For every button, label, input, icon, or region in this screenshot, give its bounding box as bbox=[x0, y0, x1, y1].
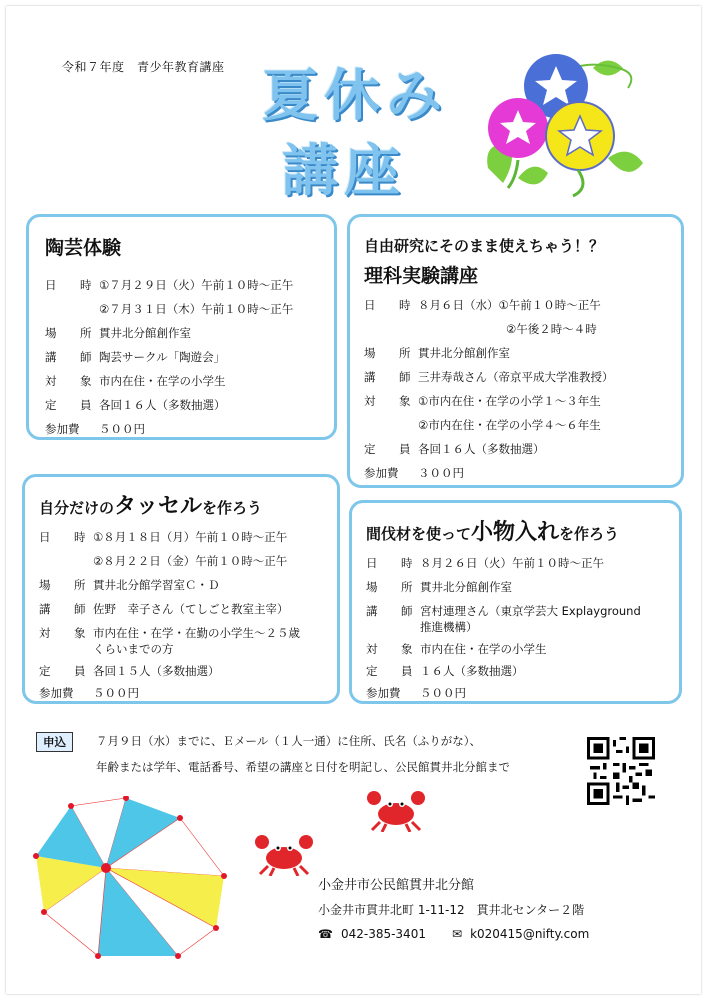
course-row: 対 象 市内在住・在学の小学生 bbox=[45, 374, 226, 388]
course-row: 参加費 ５００円 bbox=[45, 422, 145, 436]
course-row: 対 象 市内在住・在学・在勤の小学生～２５歳 bbox=[39, 626, 300, 640]
course-row: 対 象 市内在住・在学の小学生 bbox=[366, 642, 547, 656]
footer-address: 小金井市貫井北町 1-11-12 貫井北センター２階 bbox=[318, 903, 585, 917]
course-title-pre: 自由研究にそのまま使えちゃう！？ bbox=[364, 237, 605, 255]
course-row: 日 時 ①８月１８日（月）午前１０時～正午 bbox=[39, 530, 288, 544]
course-card-pottery bbox=[26, 214, 337, 440]
application-label: 申込 bbox=[36, 732, 73, 752]
crab-icon bbox=[366, 788, 426, 832]
header-subtitle: 令和７年度 青少年教育講座 bbox=[62, 60, 225, 74]
course-row: 講 師 宮村連理さん（東京学芸大 Explayground bbox=[366, 604, 641, 618]
application-section bbox=[24, 724, 682, 806]
course-row: 定 員 各回１６人（多数抽選） bbox=[45, 398, 226, 412]
morning-glory-illustration bbox=[478, 48, 653, 198]
course-row: ②７月３１日（木）午前１０時～正午 bbox=[99, 302, 294, 316]
course-row: 講 師 佐野 幸子さん（てしごと教室主宰） bbox=[39, 602, 289, 616]
course-row: 日 時 ８月２６日（火）午前１０時～正午 bbox=[366, 556, 604, 570]
course-row: 参加費 ５００円 bbox=[39, 686, 139, 700]
course-title: 理科実験講座 bbox=[364, 265, 479, 287]
course-row: 日 時 ①７月２９日（火）午前１０時～正午 bbox=[45, 278, 294, 292]
course-title: 陶芸体験 bbox=[45, 237, 122, 259]
application-line-2: 年齢または学年、電話番号、希望の講座と日付を明記し、公民館貫井北分館まで bbox=[96, 760, 510, 774]
course-row: ②市内在住・在学の小学４～６年生 bbox=[418, 418, 601, 432]
crab-icon bbox=[254, 832, 314, 876]
parasol-illustration bbox=[30, 796, 230, 966]
footer-phone[interactable]: ☎ 042-385-3401 bbox=[318, 927, 426, 941]
qr-code[interactable] bbox=[587, 737, 655, 805]
course-title: 間伐材を使って小物入れを作ろう bbox=[366, 520, 620, 545]
course-row: 講 師 陶芸サークル「陶遊会」 bbox=[45, 350, 226, 364]
course-row: 講 師 三井寿哉さん（帝京平成大学准教授） bbox=[364, 370, 614, 384]
course-row: ②８月２２日（金）午前１０時～正午 bbox=[93, 554, 288, 568]
course-row: 定 員 各回１６人（多数抽選） bbox=[364, 442, 545, 456]
course-row: 日 時 ８月６日（水）①午前１０時～正午 bbox=[364, 298, 601, 312]
course-row: 参加費 ５００円 bbox=[366, 686, 466, 700]
course-row: 推進機構） bbox=[420, 620, 478, 634]
course-row: ②午後２時～４時 bbox=[506, 322, 597, 336]
course-row: 参加費 ３００円 bbox=[364, 466, 464, 480]
phone-icon: ☎ bbox=[318, 927, 333, 941]
course-card-tassel bbox=[22, 474, 340, 704]
course-row: 場 所 貫井北分館創作室 bbox=[364, 346, 510, 360]
course-card-science bbox=[347, 214, 684, 488]
course-row: 場 所 貫井北分館創作室 bbox=[366, 580, 512, 594]
course-row: くらいまでの方 bbox=[93, 642, 174, 656]
course-card-woodbox bbox=[349, 500, 682, 704]
mail-icon: ✉ bbox=[452, 927, 463, 941]
course-row: 定 員 １６人（多数抽選） bbox=[366, 664, 524, 678]
footer-email[interactable]: ✉ k020415@nifty.com bbox=[452, 927, 590, 941]
course-row: 場 所 貫井北分館学習室Ｃ・Ｄ bbox=[39, 578, 220, 592]
course-title: 自分だけのタッセルを作ろう bbox=[39, 494, 263, 519]
application-line-1: ７月９日（水）までに、Ｅメール（１人一通）に住所、氏名（ふりがな）、 bbox=[96, 734, 482, 748]
footer-organization: 小金井市公民館貫井北分館 bbox=[318, 878, 475, 893]
title-line-1: 夏休み bbox=[262, 64, 448, 129]
course-row: 対 象 ①市内在住・在学の小学１～３年生 bbox=[364, 394, 601, 408]
course-row: 定 員 各回１５人（多数抽選） bbox=[39, 664, 220, 678]
course-row: 場 所 貫井北分館創作室 bbox=[45, 326, 191, 340]
title-line-2: 講座 bbox=[282, 139, 406, 204]
